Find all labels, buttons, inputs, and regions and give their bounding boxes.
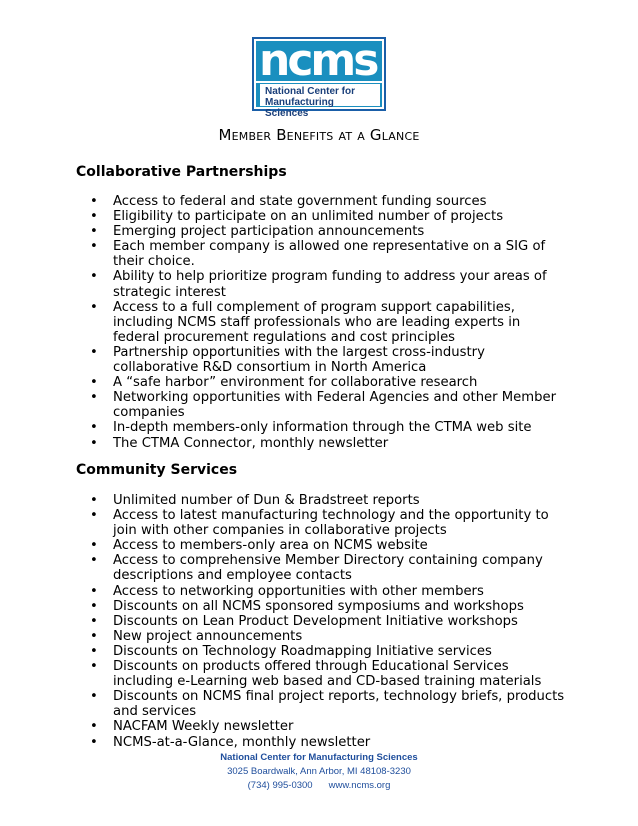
section-heading-collaborative: Collaborative Partnerships (76, 164, 287, 180)
bullet-icon: • (90, 613, 98, 629)
list-item: • Access to latest manufacturing technology and the opportunity to join with other companies in collaborative projects (90, 508, 549, 539)
list-item: • A “safe harbor” environment for collaborative research (90, 375, 478, 391)
list-item: • In-depth members-only information through the CTMA web site (90, 420, 532, 436)
bullet-icon: • (90, 194, 98, 209)
list-item: • Each member company is allowed one representative on a SIG of their choice. (90, 239, 546, 270)
bullet-icon: • (90, 269, 98, 285)
bullet-icon: • (90, 628, 98, 644)
bullet-icon: • (90, 583, 98, 599)
bullet-icon: • (90, 375, 98, 391)
list-item: • Unlimited number of Dun & Bradstreet reports (90, 493, 420, 508)
bullet-icon: • (90, 435, 98, 451)
list-item: • Access to federal and state government funding sources (90, 194, 487, 209)
bullet-icon: • (90, 643, 98, 659)
list-item: • Discounts on all NCMS sponsored symposiums and workshops (90, 598, 524, 614)
list-item: • Eligibility to participate on an unlimited number of projects (90, 209, 504, 225)
list-item: • Discounts on products offered through Educational Services including e-Learning web based and CD-based training materials (90, 659, 542, 690)
list-item: • Access to a full complement of program support capabilities, including NCMS staff professionals who are leading experts in federal procurement regulations and cost principles (90, 299, 521, 345)
bullet-icon: • (90, 689, 98, 705)
bullet-icon: • (90, 224, 98, 240)
bullet-icon: • (90, 719, 98, 735)
list-item: • Emerging project participation announcements (90, 224, 425, 240)
bullet-icon: • (90, 344, 98, 360)
list-item: • Access to members-only area on NCMS website (90, 538, 428, 554)
bullet-icon: • (90, 598, 98, 614)
list-item: • New project announcements (90, 628, 303, 644)
ncms-logo (252, 37, 386, 119)
bullet-icon: • (90, 420, 98, 436)
list-item: • Ability to help prioritize program funding to address your areas of strategic interest (90, 269, 547, 300)
list-item: • The CTMA Connector, monthly newsletter (90, 435, 389, 451)
page-title: Member Benefits at a Glance (218, 126, 420, 144)
logo-mark-text: ncms (259, 41, 377, 81)
bullet-icon: • (90, 299, 98, 315)
logo-caption-line1: National Center for (265, 86, 356, 97)
footer-address: 3025 Boardwalk, Ann Arbor, MI 48108-3230 (227, 766, 411, 777)
section-heading-community: Community Services (76, 462, 238, 478)
footer-phone: (734) 995-0300 (247, 780, 313, 791)
footer-org-name: National Center for Manufacturing Sciences (220, 752, 418, 763)
bullet-icon: • (90, 493, 98, 508)
bullet-icon: • (90, 508, 98, 524)
collaborative-benefits-list (76, 194, 566, 451)
logo-mark (256, 41, 382, 81)
footer-website-link[interactable]: www.ncms.org (328, 780, 391, 791)
list-item: • Networking opportunities with Federal Agencies and other Member companies (90, 390, 557, 421)
bullet-icon: • (90, 239, 98, 255)
bullet-icon: • (90, 734, 98, 750)
bullet-icon: • (90, 390, 98, 406)
list-item: • Access to comprehensive Member Directory containing company descriptions and employee contacts (90, 553, 543, 584)
list-item: • Discounts on NCMS final project reports, technology briefs, products and services (90, 689, 565, 720)
list-item: • Partnership opportunities with the largest cross-industry collaborative R&D consortium in North America (90, 344, 485, 376)
bullet-icon: • (90, 538, 98, 554)
logo-caption-line2: Manufacturing Sciences (265, 97, 334, 119)
list-item: • Discounts on Technology Roadmapping Initiative services (90, 643, 492, 659)
list-item: • NACFAM Weekly newsletter (90, 719, 294, 735)
list-item: • NCMS-at-a-Glance, monthly newsletter (90, 734, 371, 750)
list-item: • Access to networking opportunities with other members (90, 583, 484, 599)
footer-contact (0, 780, 638, 791)
bullet-icon: • (90, 553, 98, 569)
bullet-icon: • (90, 209, 98, 225)
bullet-icon: • (90, 659, 98, 675)
list-item: • Discounts on Lean Product Development Initiative workshops (90, 613, 518, 629)
logo-caption-band (256, 83, 382, 119)
community-services-list (76, 493, 566, 750)
